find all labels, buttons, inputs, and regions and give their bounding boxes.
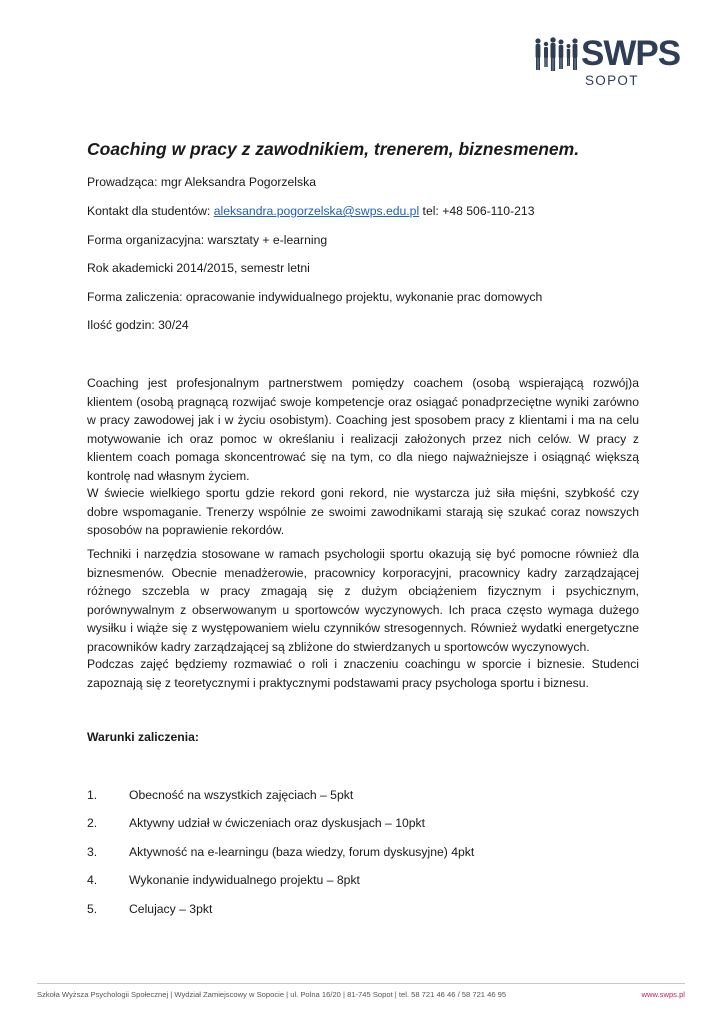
logo-wordmark: SWPS (581, 34, 681, 73)
footer (37, 990, 685, 999)
contact-email-link[interactable]: aleksandra.pogorzelska@swps.edu.pl (213, 204, 420, 218)
condition-item (87, 873, 360, 887)
people-silhouettes-icon (533, 36, 581, 76)
condition-text: Obecność na wszystkich zajęciach – 5pkt (129, 788, 354, 802)
academic-year-line: Rok akademicki 2014/2015, semestr letni (87, 261, 310, 275)
conditions-title: Warunki zaliczenia: (87, 730, 199, 744)
condition-text: Wykonanie indywidualnego projektu – 8pkt (129, 873, 360, 887)
condition-item (87, 816, 425, 830)
document-title: Coaching w pracy z zawodnikiem, trenerem, biznesmenem. (87, 139, 580, 159)
organization-form-line: Forma organizacyjna: warsztaty + e-learning (87, 233, 328, 247)
footer-address: Szkoła Wyższa Psychologii Społecznej | Wydział Zamiejscowy w Sopocie | ul. Polna 16/20 | 81-745 Sopot | tel. 58 721 46 46 / 58 721 46 95 (37, 990, 507, 999)
condition-number: 3. (87, 845, 98, 859)
footer-url-link[interactable]: www.swps.pl (641, 990, 685, 999)
paragraph-coaching-intro: Coaching jest profesjonalnym partnerstwem pomiędzy coachem (osobą wspierającą rozwój)a klientem (osobą pragnącą rozwijać swoje kompetencje oraz osiągać ponadprzeciętne wyniki zarówno w pracy zawodowej jak i w życiu osobistym). Coaching jest sposobem pracy z klientami i ma na celu motywowanie ich oraz pomoc w określaniu i realizacji założonych przez nich celów. W pracy z klientem coach pomaga skoncentrować się na tym, co dla niego najważniejsze i osiągnąć większą kontrolę nad własnym życiem. (87, 376, 639, 483)
condition-number: 5. (87, 902, 98, 916)
condition-text: Celujacy – 3pkt (129, 902, 213, 916)
assessment-form-line: Forma zaliczenia: opracowanie indywidualnego projektu, wykonanie prac domowych (87, 290, 543, 304)
condition-item (87, 845, 474, 859)
condition-number: 4. (87, 873, 98, 887)
contact-phone: tel: +48 506-110-213 (419, 204, 535, 218)
instructor-line: Prowadząca: mgr Aleksandra Pogorzelska (87, 175, 316, 189)
contact-label: Kontakt dla studentów: (87, 204, 214, 218)
condition-number: 1. (87, 788, 98, 802)
condition-number: 2. (87, 816, 98, 830)
condition-item (87, 788, 353, 802)
paragraph-sport: W świecie wielkiego sportu gdzie rekord goni rekord, nie wystarcza już siła mięśni, szybkość czy dobre wspomaganie. Trenerzy wspólnie ze swoimi zawodnikami starają się szukać coraz nowszych sposobów na poprawienie rekordów. (87, 486, 639, 538)
swps-logo (533, 36, 683, 90)
logo-subtitle: SOPOT (585, 73, 639, 88)
footer-divider (37, 983, 685, 984)
hours-line: Ilość godzin: 30/24 (87, 318, 189, 332)
paragraph-classes: Podczas zajęć będziemy rozmawiać o roli i znaczeniu coachingu w sporcie i biznesie. Studenci zapoznają się z teoretycznymi i praktycznymi podstawami pracy psychologa sportu i biznesu. (87, 657, 639, 690)
condition-item (87, 902, 212, 916)
condition-text: Aktywność na e-learningu (baza wiedzy, forum dyskusyjne) 4pkt (129, 845, 475, 859)
paragraph-business: Techniki i narzędzia stosowane w ramach psychologii sportu okazują się być pomocne również dla biznesmenów. Obecnie menadżerowie, pracownicy korporacyjni, pracownicy kadry zarządzającej różnego szczebla w pracy zmagają się z dużym obciążeniem fizycznym i psychicznym, porównywalnym z obserwowanym u sportowców wyczynowych. Ich praca często wymaga dużego wysiłku i wiąże się z występowaniem wielu czynników stresogennych. Również wydatki energetyczne pracowników kadry zarządzającej są zbliżone do stwierdzanych u sportowców wyczynowych. (87, 547, 639, 654)
condition-text: Aktywny udział w ćwiczeniach oraz dyskusjach – 10pkt (129, 816, 426, 830)
contact-line (87, 204, 534, 218)
